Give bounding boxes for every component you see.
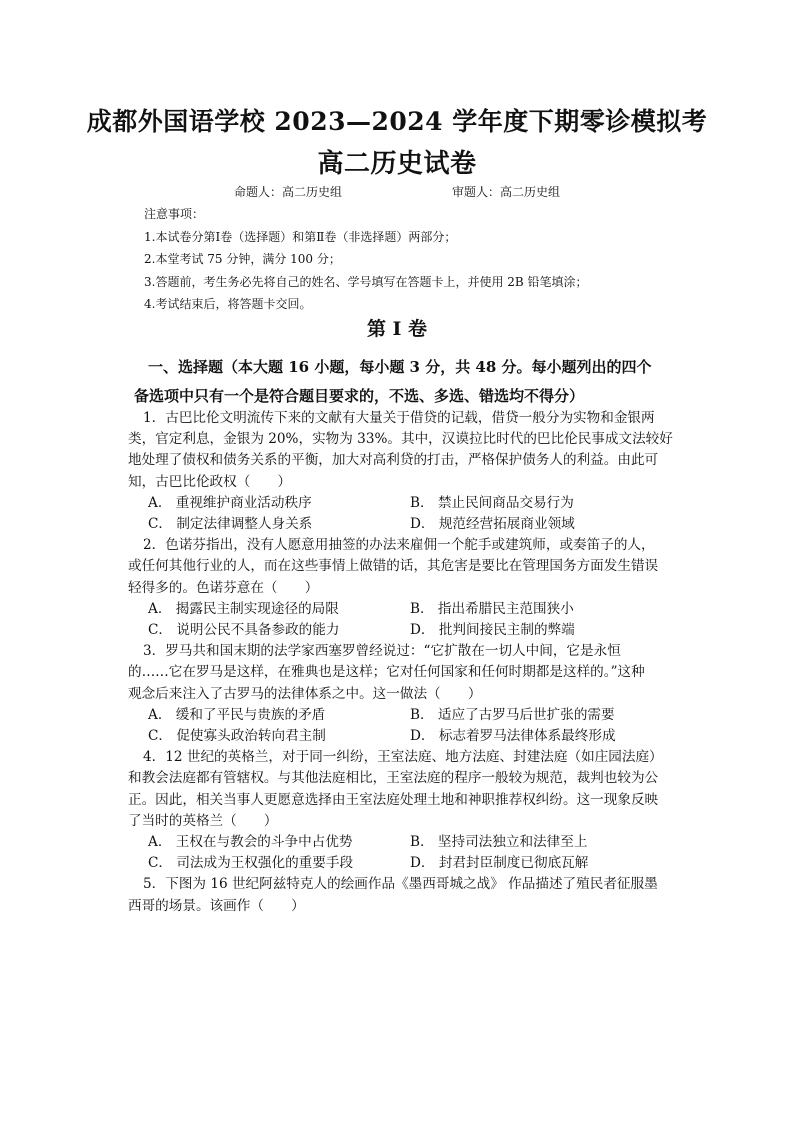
question-item (128, 535, 676, 641)
option-row (128, 726, 676, 747)
option-row (128, 705, 676, 726)
notice-block (144, 203, 588, 316)
notice-item: 1.本试卷分第Ⅰ卷（选择题）和第Ⅱ卷（非选择题）两部分； (144, 229, 457, 244)
notice-item: 3.答题前，考生务必先将自己的姓名、学号填写在答题卡上，并使用 2B 铅笔填涂； (144, 274, 588, 289)
question-text: 4．12 世纪的英格兰，对于同一纠纷，王室法庭、地方法庭、封建法庭（如庄园法庭） (143, 749, 663, 766)
question-item (128, 874, 676, 916)
instructions (134, 353, 679, 411)
question-text: 3．罗马共和国末期的法学家西塞罗曾经说过：“它扩散在一切人中间，它是永恒 (143, 643, 621, 660)
question-item (128, 747, 676, 874)
option-d: D． 标志着罗马法律体系最终形成 (410, 728, 616, 745)
option-b: B． 禁止民间商品交易行为 (410, 494, 574, 511)
question-text: 的……它在罗马是这样，在雅典也是这样；它对任何国家和任何时期都是这样的。”这种 (128, 664, 645, 681)
option-row (128, 620, 676, 641)
question-text: 正。因此，相关当事人更愿意选择由王室法庭处理土地和神职推荐权纠纷。这一现象反映 (128, 791, 659, 808)
option-c: C． 说明公民不具备参政的能力 (148, 622, 340, 639)
question-text: 观念后来注入了古罗马的法律体系之中。这一做法（ ） (128, 685, 482, 702)
notice-heading: 注意事项： (144, 207, 205, 221)
option-a: A． 重视维护商业活动秩序 (148, 494, 312, 511)
option-b: B． 指出希腊民主范围狭小 (410, 600, 574, 617)
option-a: A． 王权在与教会的斗争中占优势 (148, 834, 353, 851)
notice-item: 2.本堂考试 75 分钟，满分 100 分； (144, 252, 341, 267)
question-text: 了当时的英格兰（ ） (128, 812, 278, 829)
option-c: C． 制定法律调整人身关系 (148, 516, 313, 533)
exam-subtitle: 高二历史试卷 (317, 149, 477, 179)
question-text: 1．古巴比伦文明流传下来的文献有大量关于借贷的记载，借贷一般分为实物和金银两 (143, 410, 655, 426)
question-text: 和教会法庭都有管辖权。与其他法庭相比，王室法庭的程序一般较为规范，裁判也较为公 (128, 770, 659, 787)
option-c: C． 司法成为王权强化的重要手段 (148, 855, 354, 872)
option-d: D． 封君封臣制度已彻底瓦解 (410, 855, 589, 872)
reviewer-label: 审题人：高二历史组 (452, 185, 561, 199)
option-d: D． 规范经营拓展商业领域 (410, 516, 575, 533)
option-d: D． 批判间接民主制的弊端 (410, 622, 575, 639)
question-text: 知，古巴比伦政权（ ） (128, 473, 292, 490)
option-row (128, 853, 676, 874)
notice-item: 4.考试结束后，将答题卡交回。 (144, 297, 312, 312)
question-list (128, 408, 676, 917)
authors-line (0, 183, 794, 200)
option-b: B． 适应了古罗马后世扩张的需要 (410, 706, 615, 723)
question-item (128, 408, 676, 535)
question-text: 地处理了债权和债务关系的平衡，加大对高利贷的打击，严格保护债务人的利益。由此可 (128, 452, 659, 469)
instructions-line: 备选项中只有一个是符合题目要求的，不选、多选、错选均不得分） (134, 387, 585, 405)
option-row (128, 514, 676, 535)
question-item (128, 641, 676, 747)
section-title: 第 Ⅰ 卷 (366, 318, 428, 340)
option-a: A． 揭露民主制实现途径的局限 (148, 600, 339, 617)
option-row (128, 832, 676, 853)
question-text: 西哥的场景。该画作（ ） (128, 897, 305, 914)
question-text: 5．下图为 16 世纪阿兹特克人的绘画作品《墨西哥城之战》 作品描述了殖民者征服墨 (143, 876, 658, 893)
option-a: A． 缓和了平民与贵族的矛盾 (148, 706, 326, 723)
author-label: 命题人：高二历史组 (233, 185, 342, 199)
question-text: 或任何其他行业的人，而在这些事情上做错的话，其危害是要比在管理国务方面发生错误 (128, 558, 659, 575)
option-b: B． 坚持司法独立和法律至上 (410, 834, 588, 851)
question-text: 2．色诺芬指出，没有人愿意用抽签的办法来雇佣一个舵手或建筑师，或奏笛子的人， (143, 537, 655, 554)
exam-title: 成都外国语学校 2023—2024 学年度下期零诊模拟考 (86, 107, 708, 136)
option-row (128, 599, 676, 620)
option-c: C． 促使寡头政治转向君主制 (148, 728, 326, 745)
question-text: 类，官定利息，金银为 20%，实物为 33%。其中，汉谟拉比时代的巴比伦民事成文法较好 (128, 431, 673, 448)
question-text: 轻得多的。色诺芬意在（ ） (128, 579, 319, 596)
instructions-line: 一、选择题（本大题 16 小题，每小题 3 分，共 48 分。每小题列出的四个 (148, 358, 652, 376)
option-row (128, 493, 676, 514)
